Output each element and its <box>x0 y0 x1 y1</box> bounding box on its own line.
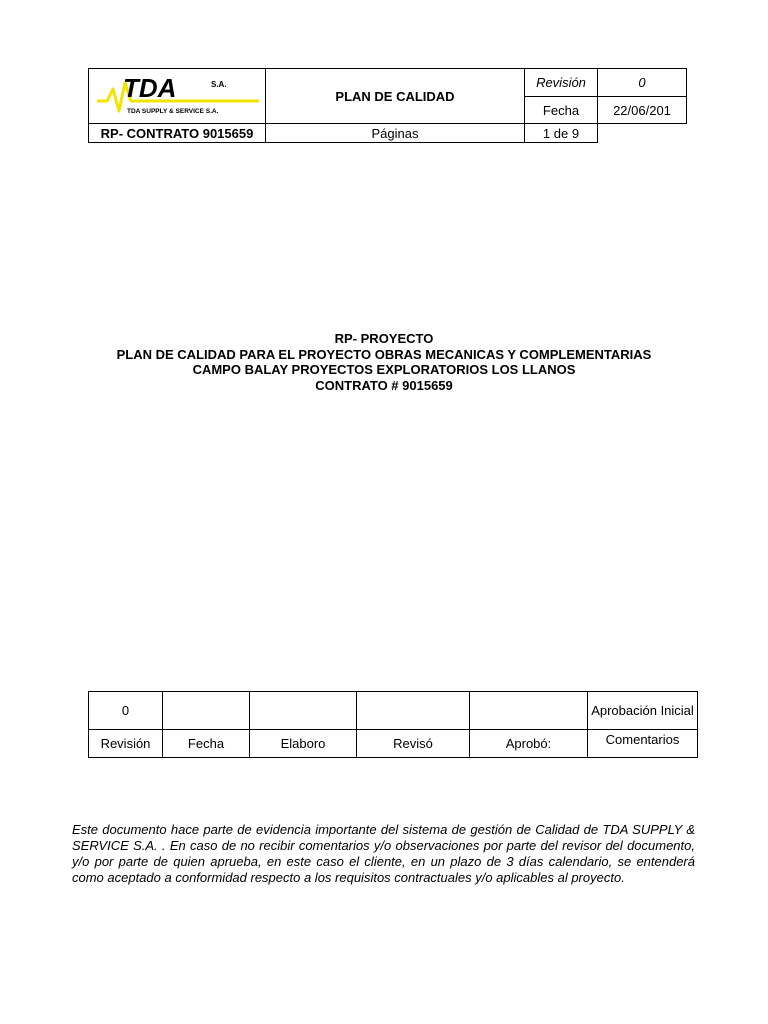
document-title: PLAN DE CALIDAD <box>266 69 525 124</box>
revision-history-table <box>88 691 698 758</box>
pages-value: 1 de 9 <box>525 124 598 143</box>
comments-cell: Aprobación Inicial <box>588 692 698 730</box>
tda-logo-icon <box>89 69 265 123</box>
table-row <box>89 692 698 730</box>
header-date: Fecha <box>163 730 250 758</box>
disclaimer-note: Este documento hace parte de evidencia importante del sistema de gestión de Calidad de TDA SUPPLY & SERVICE S.A. . En caso de no recibir comentarios y/o observaciones por parte del revisor del documento, y/o por parte de quien aprueba, en este caso el cliente, en un plazo de 3 días calendario, se entenderá como aceptado a conformidad respecto a los requisitos contractuales y/o aplicables al proyecto. <box>72 822 695 885</box>
project-title-line-3: CAMPO BALAY PROYECTOS EXPLORATORIOS LOS LLANOS <box>192 362 576 377</box>
logo-tagline: TDA SUPPLY & SERVICE S.A. <box>127 108 219 115</box>
pages-label: Páginas <box>266 124 525 143</box>
project-title-line-4: CONTRATO # 9015659 <box>315 377 453 393</box>
header-prepared: Elaboro <box>250 730 357 758</box>
header-comments: Comentarios <box>588 730 698 758</box>
document-header <box>88 68 687 143</box>
approved-by-cell <box>470 692 588 730</box>
project-title-line-1: RP- PROYECTO <box>334 331 434 346</box>
revision-label: Revisión <box>525 69 598 97</box>
prepared-by-cell <box>250 692 357 730</box>
revision-value: 0 <box>598 69 687 97</box>
header-approved: Aprobó: <box>470 730 588 758</box>
company-logo-cell <box>89 69 266 124</box>
company-logo <box>89 69 265 123</box>
header-revision: Revisión <box>89 730 163 758</box>
date-label: Fecha <box>525 97 598 124</box>
header-reviewed: Revisó <box>357 730 470 758</box>
project-title-block <box>40 331 728 393</box>
logo-suffix: S.A. <box>211 80 227 89</box>
reviewed-by-cell <box>357 692 470 730</box>
logo-brand: TDA <box>123 73 177 103</box>
revision-number-cell: 0 <box>89 692 163 730</box>
project-title-line-2: PLAN DE CALIDAD PARA EL PROYECTO OBRAS MECANICAS Y COMPLEMENTARIAS <box>116 346 652 362</box>
date-value: 22/06/201 <box>598 97 687 124</box>
date-cell <box>163 692 250 730</box>
contract-subtitle: RP- CONTRATO 9015659 <box>89 124 266 143</box>
table-header-row <box>89 730 698 758</box>
